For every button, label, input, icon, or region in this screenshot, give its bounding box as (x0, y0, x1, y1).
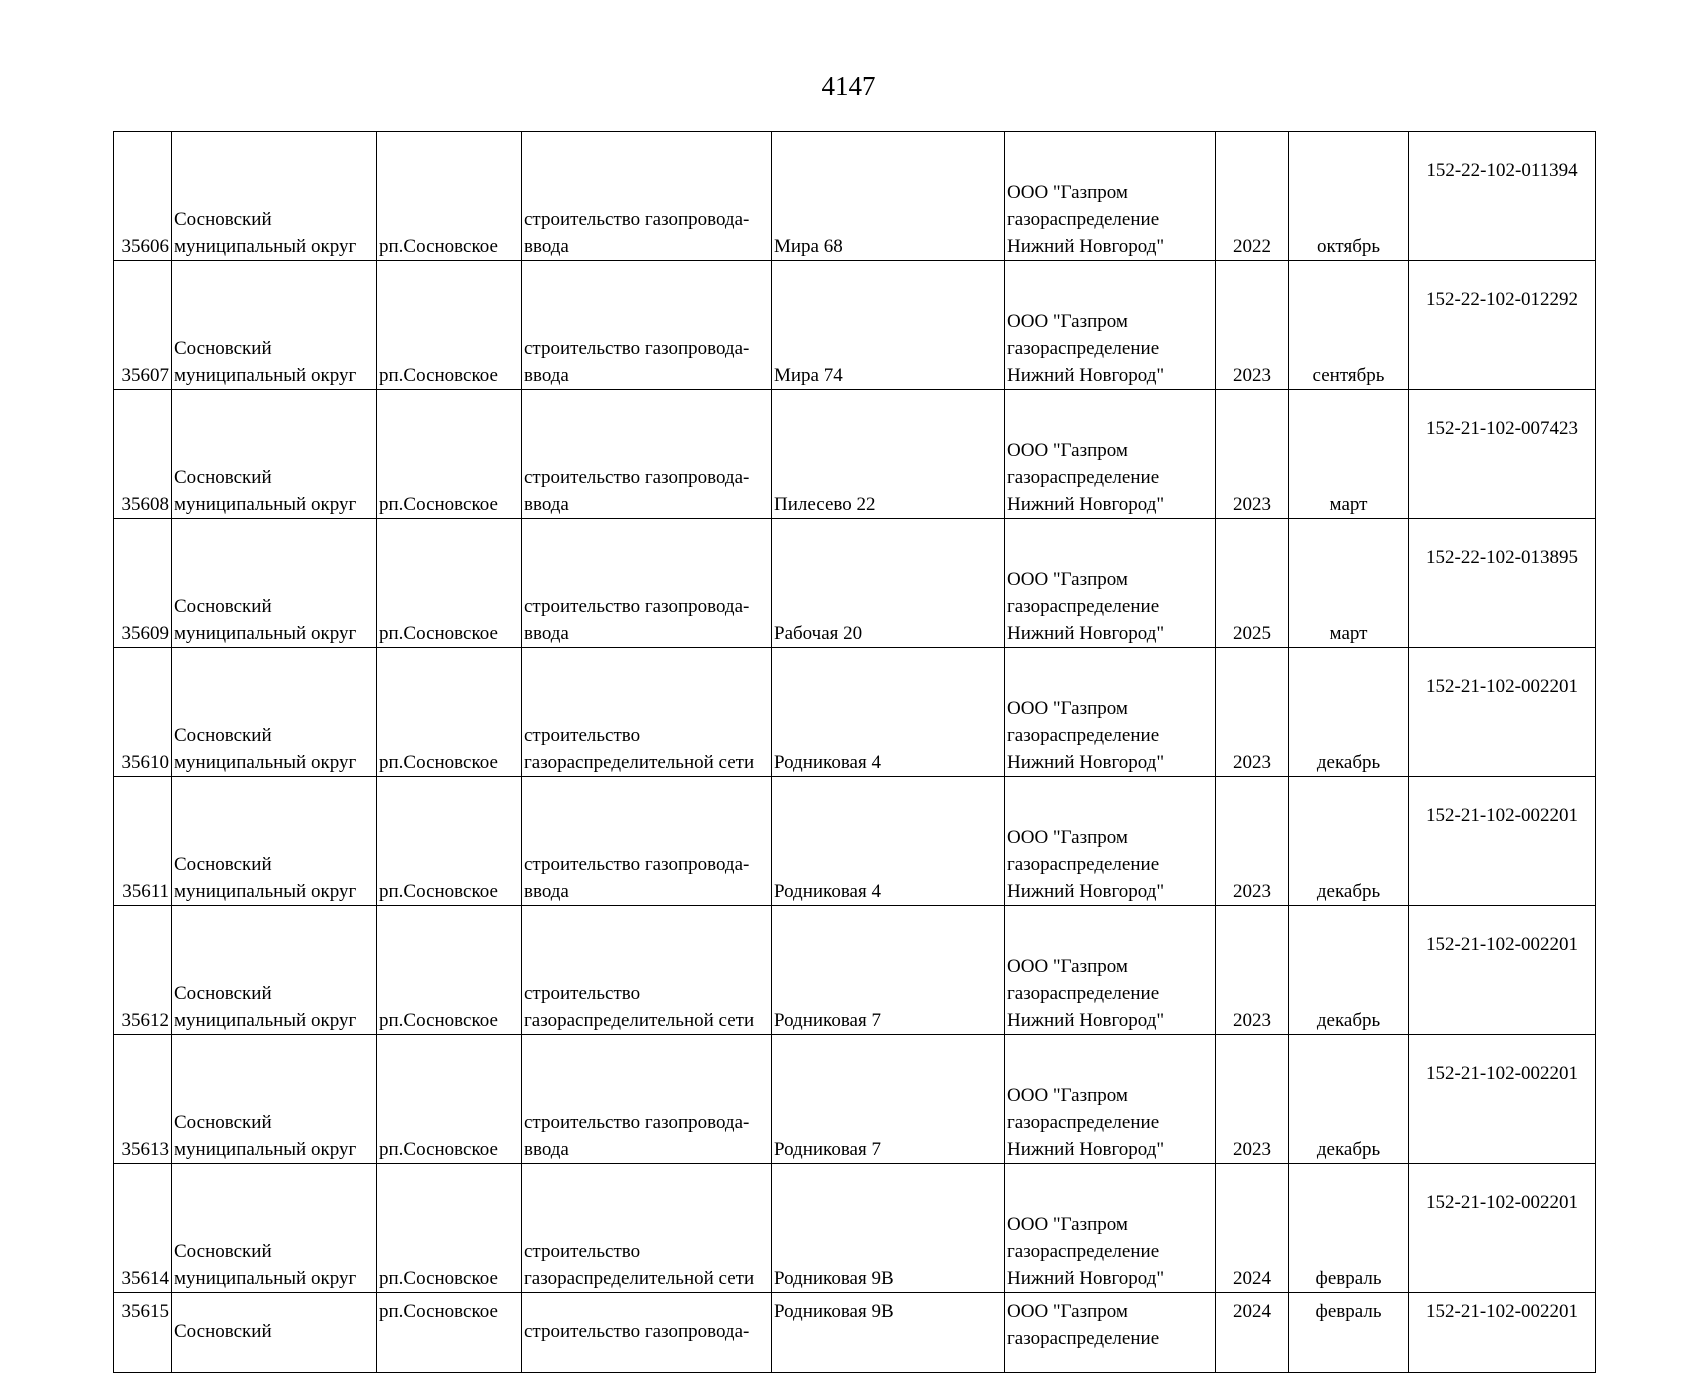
cell-registration-number: 152-21-102-002201 (1409, 1293, 1596, 1373)
table-row-partial (114, 1293, 1596, 1373)
cell-number: 35606 (114, 132, 172, 261)
cell-address: Пилесево 22 (772, 390, 1005, 519)
cell-work-type (522, 519, 772, 648)
cell-line: газораспределительной сети (524, 1010, 755, 1031)
cell-line: Нижний Новгород" (1007, 881, 1165, 902)
cell-address: Мира 74 (772, 261, 1005, 390)
register-table (113, 131, 1596, 1373)
cell-registration-number: 152-21-102-002201 (1409, 777, 1596, 906)
cell-line: ООО "Газпром (1007, 1301, 1128, 1322)
cell-district (172, 906, 377, 1035)
cell-address: Родниковая 7 (772, 1035, 1005, 1164)
cell-work-type: строительство газопровода- (522, 1293, 772, 1373)
cell-address: Родниковая 4 (772, 648, 1005, 777)
cell-number: 35615 (114, 1293, 172, 1373)
cell-month: декабрь (1289, 1035, 1409, 1164)
cell-work-type (522, 261, 772, 390)
cell-line: ООО "Газпром (1007, 311, 1128, 332)
cell-line: газораспределение (1007, 1112, 1160, 1133)
cell-number: 35610 (114, 648, 172, 777)
cell-number: 35607 (114, 261, 172, 390)
cell-year: 2023 (1216, 777, 1289, 906)
cell-month: декабрь (1289, 906, 1409, 1035)
table-row (114, 777, 1596, 906)
cell-month: декабрь (1289, 777, 1409, 906)
cell-settlement: рп.Сосновское (377, 519, 522, 648)
cell-address: Рабочая 20 (772, 519, 1005, 648)
cell-line: муниципальный округ (174, 623, 357, 644)
cell-address: Родниковая 4 (772, 777, 1005, 906)
cell-line: Сосновский (174, 338, 272, 359)
cell-line: Сосновский (174, 1241, 272, 1262)
cell-registration-number: 152-21-102-007423 (1409, 390, 1596, 519)
cell-line: Нижний Новгород" (1007, 623, 1165, 644)
cell-organization (1005, 1164, 1216, 1293)
cell-number: 35614 (114, 1164, 172, 1293)
cell-district (172, 390, 377, 519)
cell-registration-number: 152-22-102-012292 (1409, 261, 1596, 390)
cell-line: Сосновский (174, 596, 272, 617)
cell-month: февраль (1289, 1293, 1409, 1373)
cell-line: ввода (524, 623, 569, 644)
cell-line: Нижний Новгород" (1007, 494, 1165, 515)
table-row (114, 261, 1596, 390)
cell-district (172, 1035, 377, 1164)
cell-line: муниципальный округ (174, 881, 357, 902)
cell-district (172, 519, 377, 648)
cell-line: Нижний Новгород" (1007, 752, 1165, 773)
cell-month: октябрь (1289, 132, 1409, 261)
cell-month: декабрь (1289, 648, 1409, 777)
cell-registration-number: 152-22-102-013895 (1409, 519, 1596, 648)
cell-registration-number: 152-21-102-002201 (1409, 906, 1596, 1035)
cell-line: Сосновский (174, 854, 272, 875)
cell-line: муниципальный округ (174, 1268, 357, 1289)
cell-line: ввода (524, 881, 569, 902)
cell-district (172, 648, 377, 777)
cell-number: 35612 (114, 906, 172, 1035)
cell-line: газораспределение (1007, 467, 1160, 488)
cell-line: ввода (524, 365, 569, 386)
cell-month: март (1289, 390, 1409, 519)
cell-address: Мира 68 (772, 132, 1005, 261)
cell-line: муниципальный округ (174, 752, 357, 773)
cell-line: газораспределение (1007, 983, 1160, 1004)
cell-line: строительство газопровода- (524, 1112, 750, 1133)
cell-line: газораспределение (1007, 338, 1160, 359)
cell-line: муниципальный округ (174, 236, 357, 257)
page-number: 4147 (821, 71, 876, 101)
cell-settlement: рп.Сосновское (377, 906, 522, 1035)
cell-line: строительство (524, 1241, 641, 1262)
cell-month: февраль (1289, 1164, 1409, 1293)
cell-line: газораспределение (1007, 1241, 1160, 1262)
table-row (114, 519, 1596, 648)
table-row (114, 906, 1596, 1035)
cell-line: муниципальный округ (174, 1139, 357, 1160)
table-row (114, 648, 1596, 777)
cell-month: март (1289, 519, 1409, 648)
cell-address: Родниковая 7 (772, 906, 1005, 1035)
cell-number: 35613 (114, 1035, 172, 1164)
cell-line: газораспределение (1007, 1328, 1160, 1349)
cell-line: Сосновский (174, 725, 272, 746)
cell-year: 2024 (1216, 1164, 1289, 1293)
cell-line: ООО "Газпром (1007, 1085, 1128, 1106)
cell-address: Родниковая 9В (772, 1293, 1005, 1373)
cell-settlement: рп.Сосновское (377, 132, 522, 261)
cell-line: Нижний Новгород" (1007, 236, 1165, 257)
cell-registration-number: 152-21-102-002201 (1409, 648, 1596, 777)
cell-number: 35608 (114, 390, 172, 519)
cell-line: Нижний Новгород" (1007, 365, 1165, 386)
cell-work-type (522, 390, 772, 519)
cell-line: газораспределение (1007, 725, 1160, 746)
cell-district: Сосновский (172, 1293, 377, 1373)
cell-organization (1005, 1293, 1216, 1373)
cell-organization (1005, 906, 1216, 1035)
cell-line: Сосновский (174, 467, 272, 488)
cell-month: сентябрь (1289, 261, 1409, 390)
cell-work-type (522, 906, 772, 1035)
cell-work-type (522, 1164, 772, 1293)
cell-district (172, 1164, 377, 1293)
cell-line: ООО "Газпром (1007, 827, 1128, 848)
cell-line: Нижний Новгород" (1007, 1268, 1165, 1289)
cell-line: ООО "Газпром (1007, 1214, 1128, 1235)
table-body (114, 132, 1596, 1373)
cell-line: ООО "Газпром (1007, 182, 1128, 203)
cell-organization (1005, 261, 1216, 390)
cell-work-type (522, 132, 772, 261)
cell-line: строительство газопровода- (524, 467, 750, 488)
cell-work-type (522, 1035, 772, 1164)
cell-line: строительство газопровода- (524, 596, 750, 617)
cell-number: 35611 (114, 777, 172, 906)
cell-organization (1005, 1035, 1216, 1164)
cell-line: строительство (524, 725, 641, 746)
cell-line: муниципальный округ (174, 365, 357, 386)
cell-line: газораспределительной сети (524, 752, 755, 773)
cell-line: ввода (524, 494, 569, 515)
cell-line: строительство газопровода- (524, 854, 750, 875)
cell-work-type (522, 648, 772, 777)
cell-line: Сосновский (174, 983, 272, 1004)
cell-line: муниципальный округ (174, 1010, 357, 1031)
cell-registration-number: 152-22-102-011394 (1409, 132, 1596, 261)
cell-line: муниципальный округ (174, 494, 357, 515)
cell-settlement: рп.Сосновское (377, 261, 522, 390)
cell-address: Родниковая 9В (772, 1164, 1005, 1293)
cell-district (172, 261, 377, 390)
cell-settlement: рп.Сосновское (377, 390, 522, 519)
cell-work-type (522, 777, 772, 906)
cell-line: газораспределение (1007, 209, 1160, 230)
cell-settlement: рп.Сосновское (377, 1164, 522, 1293)
cell-organization (1005, 648, 1216, 777)
cell-line: строительство газопровода- (524, 209, 750, 230)
cell-year: 2023 (1216, 648, 1289, 777)
cell-number: 35609 (114, 519, 172, 648)
cell-organization (1005, 390, 1216, 519)
cell-organization (1005, 777, 1216, 906)
cell-organization (1005, 519, 1216, 648)
cell-district (172, 777, 377, 906)
cell-line: ООО "Газпром (1007, 956, 1128, 977)
cell-settlement: рп.Сосновское (377, 1293, 522, 1373)
cell-settlement: рп.Сосновское (377, 1035, 522, 1164)
cell-year: 2022 (1216, 132, 1289, 261)
cell-year: 2024 (1216, 1293, 1289, 1373)
cell-settlement: рп.Сосновское (377, 648, 522, 777)
cell-line: газораспределение (1007, 596, 1160, 617)
cell-year: 2023 (1216, 906, 1289, 1035)
cell-line: строительство газопровода- (524, 338, 750, 359)
cell-registration-number: 152-21-102-002201 (1409, 1164, 1596, 1293)
cell-line: ввода (524, 1139, 569, 1160)
cell-line: ООО "Газпром (1007, 698, 1128, 719)
cell-line: газораспределение (1007, 854, 1160, 875)
table-row (114, 1035, 1596, 1164)
cell-line: Сосновский (174, 209, 272, 230)
cell-district (172, 132, 377, 261)
table-row (114, 390, 1596, 519)
cell-organization (1005, 132, 1216, 261)
cell-registration-number: 152-21-102-002201 (1409, 1035, 1596, 1164)
cell-settlement: рп.Сосновское (377, 777, 522, 906)
table-row (114, 1164, 1596, 1293)
cell-year: 2023 (1216, 390, 1289, 519)
cell-year: 2023 (1216, 261, 1289, 390)
cell-line: строительство (524, 983, 641, 1004)
cell-line: Нижний Новгород" (1007, 1139, 1165, 1160)
cell-line: Нижний Новгород" (1007, 1010, 1165, 1031)
cell-line: газораспределительной сети (524, 1268, 755, 1289)
cell-line: ООО "Газпром (1007, 440, 1128, 461)
cell-line: Сосновский (174, 1112, 272, 1133)
cell-line: ввода (524, 236, 569, 257)
cell-line: ООО "Газпром (1007, 569, 1128, 590)
table-row (114, 132, 1596, 261)
cell-year: 2023 (1216, 1035, 1289, 1164)
cell-year: 2025 (1216, 519, 1289, 648)
